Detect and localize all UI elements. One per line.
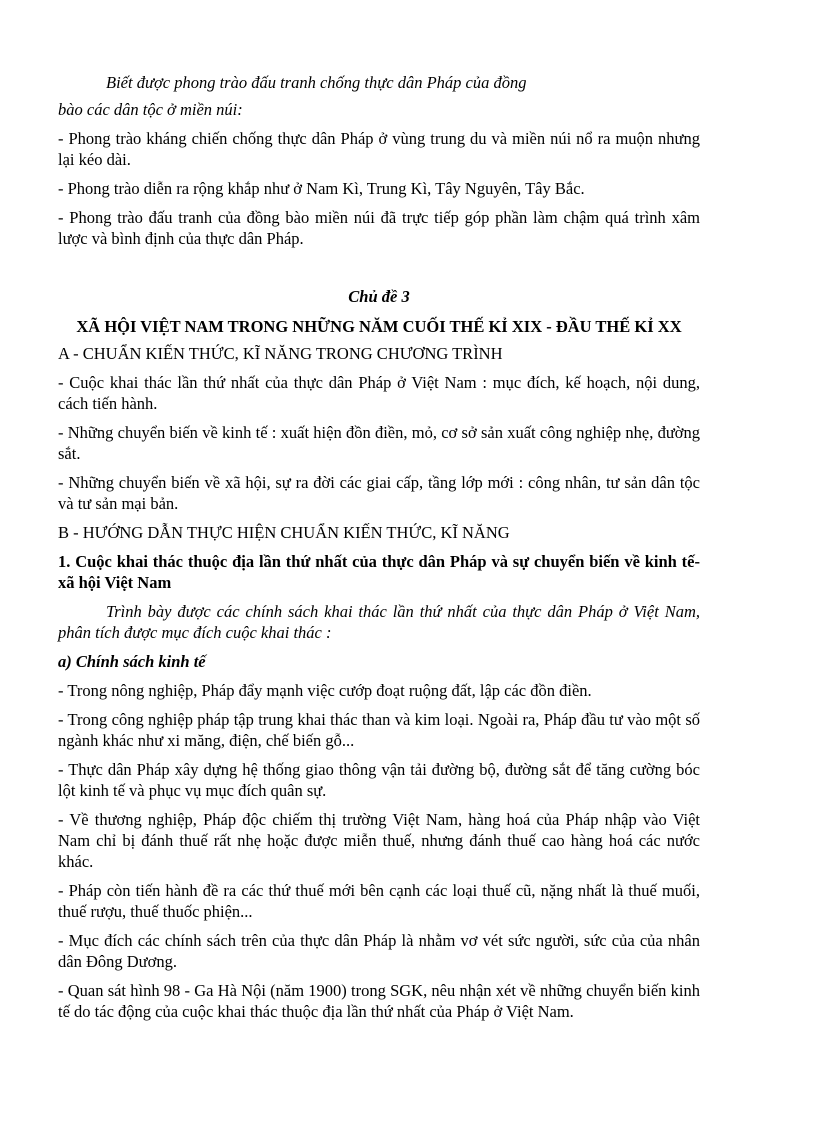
topic-label: Chủ đề 3 — [348, 287, 410, 306]
section1-title: 1. Cuộc khai thác thuộc địa lần thứ nhất của thực dân Pháp và sự chuyển biến về kinh tế- xã hội Việt Nam — [58, 552, 700, 592]
intro-item: - Phong trào diễn ra rộng khắp như ở Nam Kì, Trung Kì, Tây Nguyên, Tây Bắc. — [58, 179, 585, 198]
part-b-item: - Mục đích các chính sách trên của thực dân Pháp là nhằm vơ vét sức người, sức của của nhân dân Đông Dương. — [58, 931, 700, 971]
part-a-item: - Những chuyển biến về xã hội, sự ra đời các giai cấp, tầng lớp mới : công nhân, tư sản dân tộc và tư sản mại bản. — [58, 473, 700, 513]
part-b-item: - Về thương nghiệp, Pháp độc chiếm thị trường Việt Nam, hàng hoá của Pháp nhập vào Việt Nam chỉ bị đánh thuế rất nhẹ hoặc được miễn thuế, nhưng đánh thuế cao hàng hoá các nước khác. — [58, 810, 700, 871]
topic-title: XÃ HỘI VIỆT NAM TRONG NHỮNG NĂM CUỐI THẾ KỈ XIX - ĐẦU THẾ KỈ XX — [76, 317, 682, 336]
intro-lead-cont: bào các dân tộc ở miền núi: — [58, 100, 243, 119]
section1-intro: Trình bày được các chính sách khai thác lần thứ nhất của thực dân Pháp ở Việt Nam, phân tích được mục đích cuộc khai thác : — [58, 602, 700, 642]
part-b-item: - Pháp còn tiến hành đề ra các thứ thuế mới bên cạnh các loại thuế cũ, nặng nhất là thuế muối, thuế rượu, thuế thuốc phiện... — [58, 881, 700, 921]
intro-lead: Biết được phong trào đấu tranh chống thực dân Pháp của đồng — [106, 73, 527, 92]
part-a-item: - Cuộc khai thác lần thứ nhất của thực dân Pháp ở Việt Nam : mục đích, kế hoạch, nội dung, cách tiến hành. — [58, 373, 700, 413]
part-b-item: - Trong nông nghiệp, Pháp đẩy mạnh việc cướp đoạt ruộng đất, lập các đồn điền. — [58, 681, 592, 700]
part-b-heading: B - HƯỚNG DẪN THỰC HIỆN CHUẨN KIẾN THỨC, KĨ NĂNG — [58, 523, 510, 542]
document-page — [58, 72, 700, 1022]
subsection-a-heading: a) Chính sách kinh tế — [58, 652, 206, 671]
part-b-item: - Quan sát hình 98 - Ga Hà Nội (năm 1900) trong SGK, nêu nhận xét về những chuyển biến kinh tế do tác động của cuộc khai thác thuộc địa lần thứ nhất của Pháp ở Việt Nam. — [58, 981, 700, 1021]
intro-item: - Phong trào kháng chiến chống thực dân Pháp ở vùng trung du và miền núi nổ ra muộn nhưng lại kéo dài. — [58, 129, 700, 169]
part-a-item: - Những chuyển biến về kinh tế : xuất hiện đồn điền, mỏ, cơ sở sản xuất công nghiệp nhẹ, đường sắt. — [58, 423, 700, 463]
part-b-item: - Thực dân Pháp xây dựng hệ thống giao thông vận tải đường bộ, đường sắt để tăng cường bóc lột kinh tế và phục vụ mục đích quân sự. — [58, 760, 700, 800]
part-b-item: - Trong công nghiệp pháp tập trung khai thác than và kim loại. Ngoài ra, Pháp đầu tư vào một số ngành khác như xi măng, điện, chế biến gỗ... — [58, 710, 700, 750]
part-a-heading: A - CHUẨN KIẾN THỨC, KĨ NĂNG TRONG CHƯƠNG TRÌNH — [58, 344, 503, 363]
intro-item: - Phong trào đấu tranh của đồng bào miền núi đã trực tiếp góp phần làm chậm quá trình xâm lược và bình định của thực dân Pháp. — [58, 208, 700, 248]
